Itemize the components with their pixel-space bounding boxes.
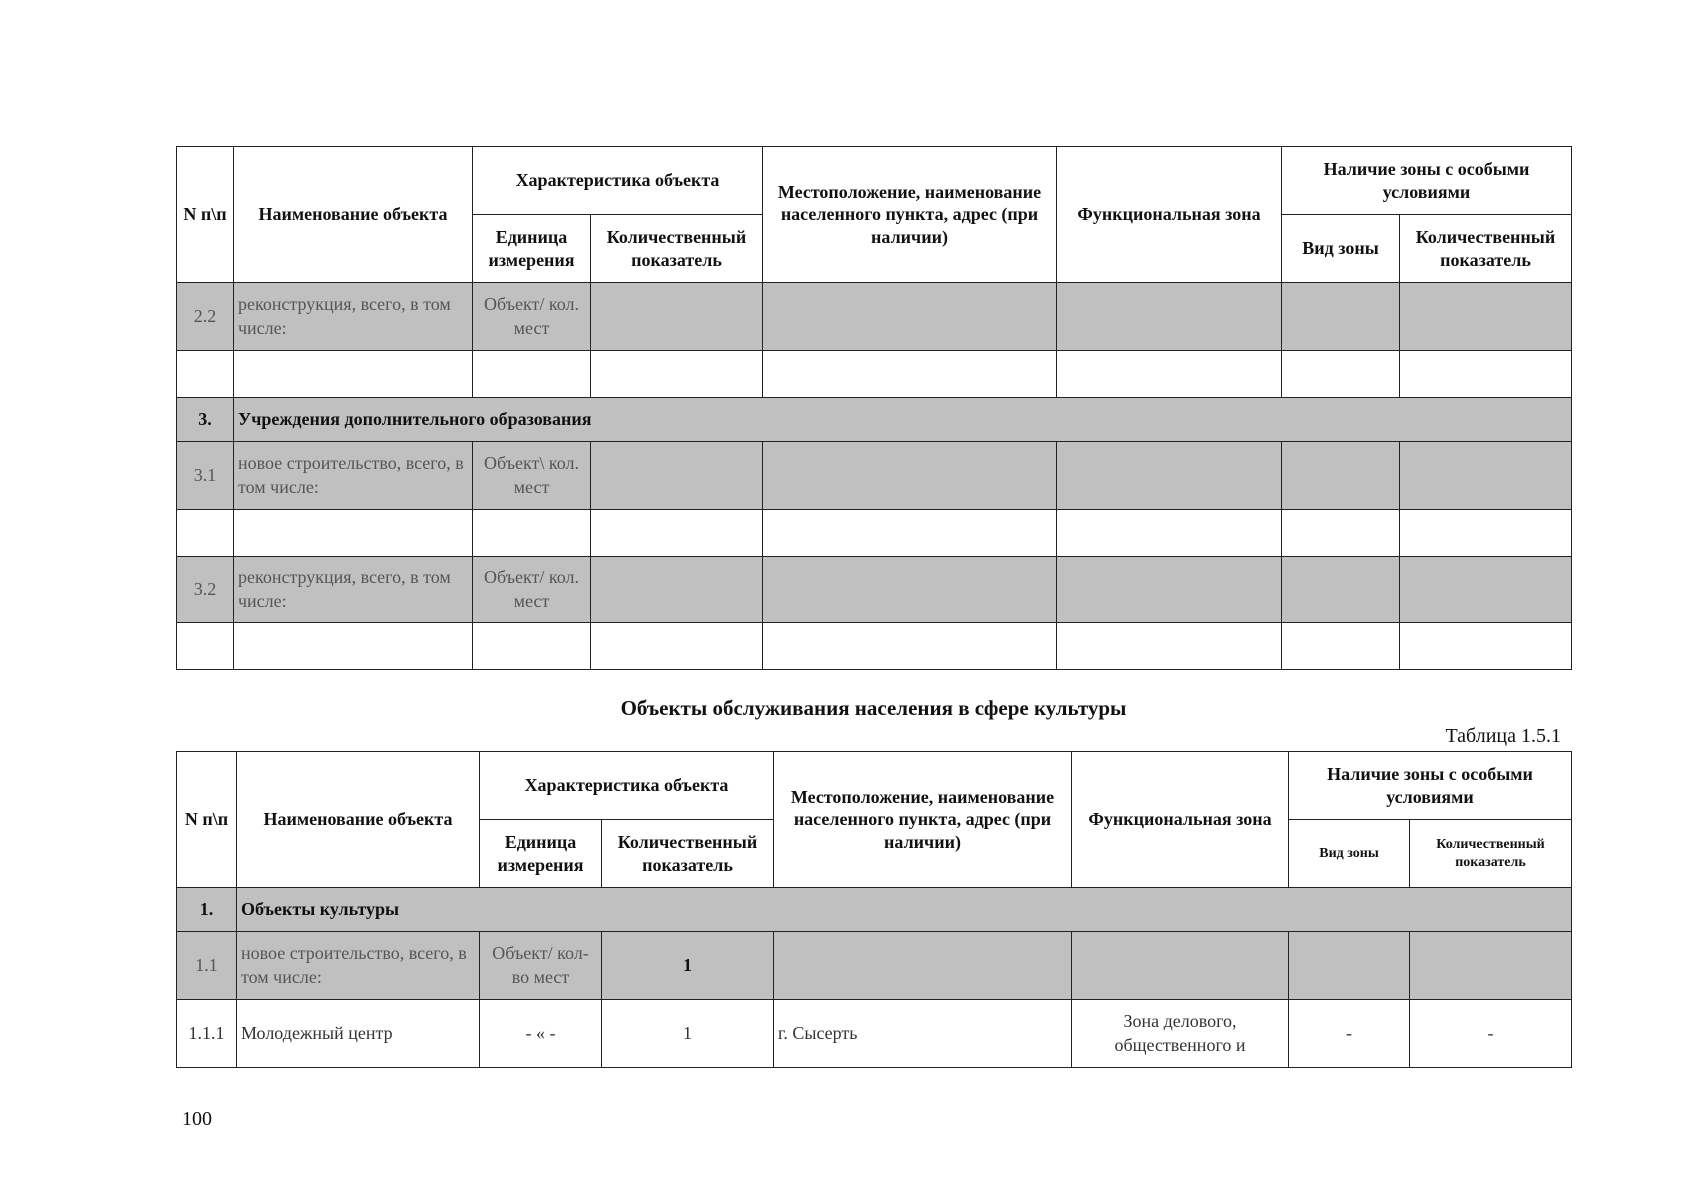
- header-name: Наименование объекта: [234, 147, 473, 283]
- header-quantity: Количественный показатель: [591, 215, 763, 283]
- table-row-empty: [177, 510, 1572, 557]
- row-name: реконструкция, всего, в том числе:: [234, 557, 473, 623]
- table-row: [177, 442, 1572, 510]
- section-title: Учреждения дополнительного образования: [234, 398, 1572, 442]
- header-characteristic: Характеристика объекта: [480, 752, 774, 820]
- header-n: N п\п: [177, 147, 234, 283]
- row-name: реконструкция, всего, в том числе:: [234, 283, 473, 351]
- header-name: Наименование объекта: [237, 752, 480, 888]
- row-number: 3.2: [177, 557, 234, 623]
- table-row: [177, 557, 1572, 623]
- header-zone-quantity: Количественный показатель: [1410, 820, 1572, 888]
- header-characteristic: Характеристика объекта: [473, 147, 763, 215]
- header-zone-quantity: Количественный показатель: [1400, 215, 1572, 283]
- header-location: Местоположение, наименование населенного пункта, адрес (при наличии): [774, 752, 1072, 888]
- header-zone-type: Вид зоны: [1282, 215, 1400, 283]
- page-number: 100: [182, 1108, 212, 1130]
- header-location: Местоположение, наименование населенного пункта, адрес (при наличии): [763, 147, 1057, 283]
- row-unit: Объект/ кол-во мест: [480, 932, 602, 1000]
- row-unit: Объект/ кол. мест: [473, 557, 591, 623]
- header-special-zone: Наличие зоны с особыми условиями: [1289, 752, 1572, 820]
- table-header-row: [177, 752, 1572, 820]
- table-culture-objects: [176, 751, 1572, 1068]
- section-number: 1.: [177, 888, 237, 932]
- table-row: [177, 1000, 1572, 1068]
- row-zone-quantity: -: [1410, 1000, 1572, 1068]
- row-zone: Зона делового, общественного и: [1072, 1000, 1289, 1068]
- row-name: Молодежный центр: [237, 1000, 480, 1068]
- row-quantity: 1: [602, 1000, 774, 1068]
- table-row-empty: [177, 623, 1572, 670]
- row-location: г. Сысерть: [774, 1000, 1072, 1068]
- header-zone: Функциональная зона: [1057, 147, 1282, 283]
- section-row: [177, 398, 1572, 442]
- table-row: [177, 283, 1572, 351]
- header-zone: Функциональная зона: [1072, 752, 1289, 888]
- row-zone-type: -: [1289, 1000, 1410, 1068]
- section-title: Объекты культуры: [237, 888, 1572, 932]
- table-number: Таблица 1.5.1: [1445, 725, 1561, 747]
- row-unit: Объект\ кол. мест: [473, 442, 591, 510]
- row-number: 3.1: [177, 442, 234, 510]
- table-header-row: [177, 147, 1572, 215]
- header-n: N п\п: [177, 752, 237, 888]
- row-number: 2.2: [177, 283, 234, 351]
- section-number: 3.: [177, 398, 234, 442]
- row-unit: - « -: [480, 1000, 602, 1068]
- row-quantity: 1: [602, 932, 774, 1000]
- row-name: новое строительство, всего, в том числе:: [234, 442, 473, 510]
- header-special-zone: Наличие зоны с особыми условиями: [1282, 147, 1572, 215]
- section-row: [177, 888, 1572, 932]
- header-unit: Единица измерения: [473, 215, 591, 283]
- header-unit: Единица измерения: [480, 820, 602, 888]
- table-row-empty: [177, 351, 1572, 398]
- table-row: [177, 932, 1572, 1000]
- header-zone-type: Вид зоны: [1289, 820, 1410, 888]
- row-name: новое строительство, всего, в том числе:: [237, 932, 480, 1000]
- row-number: 1.1.1: [177, 1000, 237, 1068]
- row-number: 1.1: [177, 932, 237, 1000]
- table-title: Объекты обслуживания населения в сфере культуры: [620, 696, 1127, 720]
- header-quantity: Количественный показатель: [602, 820, 774, 888]
- table-education-objects: [176, 146, 1572, 670]
- row-unit: Объект/ кол. мест: [473, 283, 591, 351]
